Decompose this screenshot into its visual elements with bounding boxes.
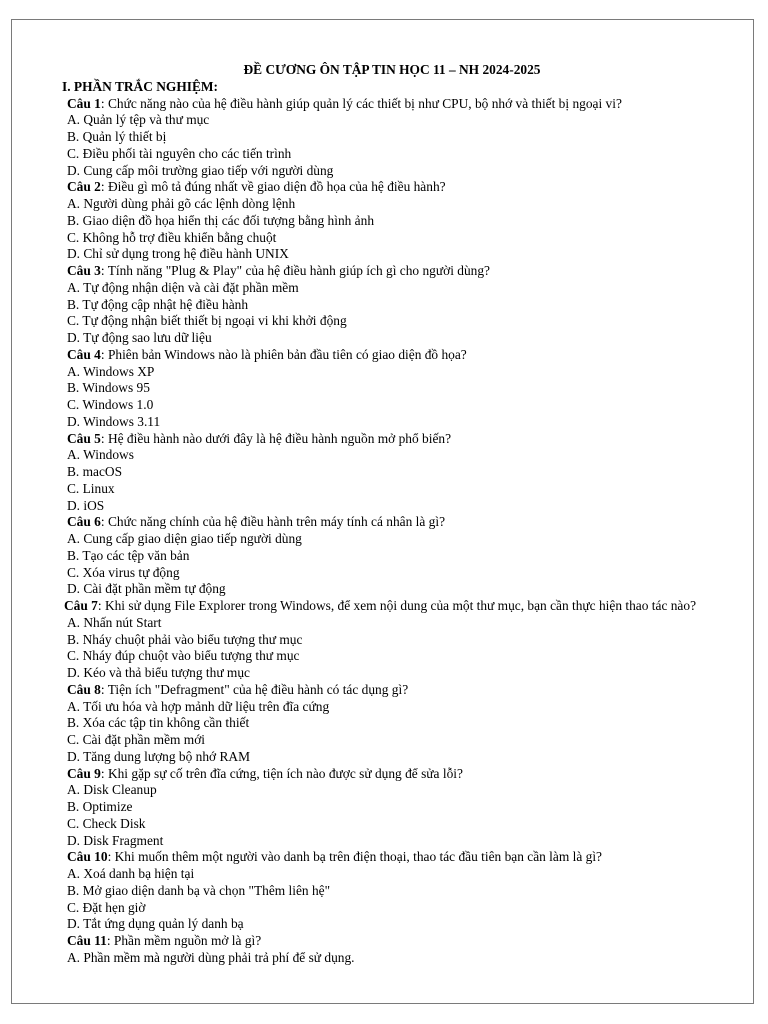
- answer-option: B. Xóa các tập tin không cần thiết: [67, 715, 250, 731]
- question-label: Câu 6: [67, 514, 101, 530]
- answer-option: B. Tạo các tệp văn bản: [67, 547, 190, 563]
- question-text: Phần mềm nguồn mở là gì?: [113, 933, 262, 948]
- question-separator: :: [97, 598, 105, 613]
- question-6: [67, 514, 722, 531]
- question-label: Câu 5: [67, 430, 101, 446]
- answer-option: A. Người dùng phải gõ các lệnh dòng lệnh: [67, 196, 296, 211]
- answer-option: C. Điều phối tài nguyên cho các tiến trình: [67, 145, 292, 161]
- answer-option: D. Tắt ứng dụng quản lý danh bạ: [67, 916, 244, 932]
- question-label: Câu 2: [67, 179, 101, 195]
- answer-option: C. Windows 1.0: [67, 397, 154, 412]
- question-text: Chức năng chính của hệ điều hành trên máy tính cá nhân là gì?: [107, 514, 446, 530]
- question-separator: :: [100, 263, 108, 278]
- answer-option: D. Cung cấp môi trường giao tiếp với người dùng: [67, 162, 334, 178]
- question-separator: :: [100, 514, 108, 530]
- answer-option: A. Tối ưu hóa và hợp mảnh dữ liệu trên đĩa cứng: [67, 698, 330, 714]
- question-text: Tiện ích "Defragment" của hệ điều hành có tác dụng gì?: [107, 681, 409, 697]
- answer-option: A. Xoá danh bạ hiện tại: [67, 866, 195, 881]
- answer-option: B. Giao diện đồ họa hiển thị các đối tượng bằng hình ảnh: [67, 212, 375, 228]
- question-label: Câu 10: [67, 849, 108, 865]
- question-label: Câu 8: [67, 681, 101, 697]
- answer-option: D. Tự động sao lưu dữ liệu: [67, 330, 212, 345]
- question-separator: :: [106, 933, 114, 948]
- question-5: [67, 431, 722, 448]
- section-heading: I. PHẦN TRẮC NGHIỆM:: [62, 78, 218, 94]
- question-text: Tính năng "Plug & Play" của hệ điều hành giúp ích gì cho người dùng?: [107, 263, 490, 278]
- answer-option: C. Đặt hẹn giờ: [67, 899, 146, 915]
- answer-option: C. Check Disk: [67, 815, 146, 831]
- document-title: ĐỀ CƯƠNG ÔN TẬP TIN HỌC 11 – NH 2024-2025: [243, 62, 541, 77]
- question-text: Hệ điều hành nào dưới đây là hệ điều hành nguồn mở phổ biến?: [107, 430, 452, 446]
- question-label: Câu 11: [67, 933, 107, 948]
- answer-option: D. Tăng dung lượng bộ nhớ RAM: [67, 748, 250, 764]
- question-4: [67, 347, 722, 364]
- question-text: Khi gặp sự cố trên đĩa cứng, tiện ích nào được sử dụng để sửa lỗi?: [107, 765, 463, 781]
- answer-option: B. Optimize: [67, 799, 133, 814]
- answer-option: B. Nháy chuột phải vào biểu tượng thư mục: [67, 631, 303, 647]
- answer-option: D. Kéo và thả biểu tượng thư mục: [67, 665, 250, 680]
- question-label: Câu 1: [67, 95, 101, 111]
- question-text: Chức năng nào của hệ điều hành giúp quản lý các thiết bị như CPU, bộ nhớ và thiết bị ngoại vi?: [107, 95, 622, 111]
- question-separator: :: [100, 95, 108, 111]
- answer-option: D. Chỉ sử dụng trong hệ điều hành UNIX: [67, 246, 289, 262]
- answer-option: B. Tự động cập nhật hệ điều hành: [67, 296, 249, 312]
- answer-option: C. Xóa virus tự động: [67, 564, 180, 580]
- question-label: Câu 7: [64, 598, 98, 613]
- answer-option: A. Disk Cleanup: [67, 782, 157, 798]
- answer-option: D. Windows 3.11: [67, 413, 161, 429]
- question-text: Khi muốn thêm một người vào danh bạ trên điện thoại, thao tác đầu tiên bạn cần làm là gì?: [114, 849, 602, 865]
- question-label: Câu 9: [67, 765, 101, 781]
- answer-option: A. Phần mềm mà người dùng phải trả phí để sử dụng.: [67, 949, 355, 965]
- question-separator: :: [100, 179, 108, 195]
- question-10: [67, 849, 722, 866]
- answer-option: A. Nhấn nút Start: [67, 614, 162, 630]
- question-2: [67, 179, 722, 196]
- question-separator: :: [100, 681, 108, 697]
- answer-option: A. Cung cấp giao diện giao tiếp người dùng: [67, 531, 302, 546]
- answer-option: B. Quản lý thiết bị: [67, 129, 167, 144]
- answer-option: B. macOS: [67, 464, 123, 479]
- answer-option: A. Windows: [67, 447, 134, 463]
- answer-option: C. Tự động nhận biết thiết bị ngoại vi khi khởi động: [67, 313, 347, 329]
- question-label: Câu 3: [67, 263, 101, 278]
- answer-option: C. Cài đặt phần mềm mới: [67, 732, 205, 747]
- question-7: [64, 598, 722, 615]
- question-separator: :: [100, 430, 108, 446]
- question-label: Câu 4: [67, 346, 101, 362]
- question-3: [67, 263, 722, 280]
- question-separator: :: [100, 346, 108, 362]
- document-content: [52, 62, 722, 967]
- question-text: Điều gì mô tả đúng nhất về giao diện đồ họa của hệ điều hành?: [107, 179, 446, 195]
- answer-option: A. Windows XP: [67, 363, 155, 379]
- question-separator: :: [100, 765, 108, 781]
- question-separator: :: [107, 849, 115, 865]
- question-text: Phiên bản Windows nào là phiên bản đầu tiên có giao diện đồ họa?: [107, 346, 467, 362]
- question-1: [67, 96, 722, 113]
- answer-option: A. Tự động nhận diện và cài đặt phần mềm: [67, 279, 299, 295]
- answer-option: A. Quản lý tệp và thư mục: [67, 112, 210, 128]
- answer-option: C. Không hỗ trợ điều khiển bằng chuột: [67, 229, 277, 245]
- answer-option: C. Nháy đúp chuột vào biểu tượng thư mục: [67, 648, 300, 664]
- answer-option: D. Cài đặt phần mềm tự động: [67, 581, 226, 597]
- answer-option: D. iOS: [67, 497, 105, 513]
- question-9: [67, 766, 722, 783]
- question-list: [52, 96, 722, 967]
- answer-option: C. Linux: [67, 480, 115, 496]
- question-8: [67, 682, 722, 699]
- answer-option: D. Disk Fragment: [67, 832, 164, 848]
- answer-option: B. Mở giao diện danh bạ và chọn "Thêm liên hệ": [67, 882, 331, 898]
- answer-option: B. Windows 95: [67, 380, 150, 396]
- question-text: Khi sử dụng File Explorer trong Windows, để xem nội dung của một thư mục, bạn cần thực hiện thao tác nào?: [104, 598, 697, 613]
- question-11: [67, 933, 722, 950]
